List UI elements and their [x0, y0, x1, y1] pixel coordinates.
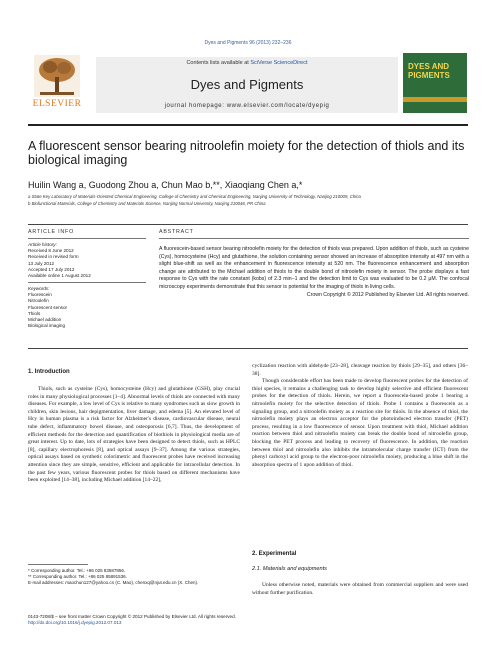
contents-prefix: Contents lists available at	[186, 60, 251, 66]
journal-reference[interactable]: Dyes and Pigments 96 (2013) 232–236	[204, 40, 292, 46]
history-item: Received 8 June 2012	[28, 248, 74, 254]
cover-stripe	[403, 97, 467, 102]
materials-paragraph	[252, 582, 468, 597]
journal-title: Dyes and Pigments	[190, 77, 304, 92]
keywords	[28, 286, 146, 329]
article-history	[28, 242, 146, 279]
abstract-copyright: Crown Copyright © 2012 Published by Elsevier Ltd. All rights reserved.	[306, 291, 469, 298]
journal-homepage[interactable]: journal homepage: www.elsevier.com/locate/dyepig	[164, 103, 330, 109]
abstract-header: ABSTRACT	[159, 229, 194, 235]
body-paragraph: cyclization reaction with aldehyde [23–28], cleavage reaction by thiols [29–35], and others [36–38].	[252, 363, 468, 377]
author-list: Huilin Wang a, Guodong Zhou a, Chun Mao b,**, Xiaoqiang Chen a,*	[28, 180, 303, 190]
keyword: Fluorescein	[28, 292, 52, 298]
history-label: Article history:	[28, 242, 57, 247]
footnote-email[interactable]: E-mail addresses: maochun127@yahoo.cn (C. Mao), chenxq@njut.edu.cn (X. Chen).	[28, 580, 199, 585]
abstract-bottom-rule	[28, 348, 468, 349]
footer-issn: 0143-7208/$ – see front matter Crown Copyright © 2012 Published by Elsevier Ltd. All rights reserved.	[28, 614, 236, 619]
sciencedirect-link[interactable]: SciVerse ScienceDirect	[250, 60, 308, 66]
keywords-label: Keywords:	[28, 286, 50, 291]
contents-line	[96, 60, 398, 66]
keywords-rule	[28, 282, 146, 283]
history-item: Accepted 17 July 2012	[28, 266, 75, 272]
footnote: ** Corresponding author. Tel.: +86 025 85891536.	[28, 574, 127, 579]
article-info-header: ARTICLE INFO	[28, 229, 74, 235]
materials-heading: 2.1. Materials and equipments	[252, 566, 327, 572]
article-info-rule	[28, 238, 146, 239]
body-paragraph: Thiols, such as cysteine (Cys), homocysteine (Hcy) and glutathione (GSH), play crucial roles in many physiological processes [1–4]. Abnormal levels of thiols are connected with many diseases. For example, a low level of Cys is relative to many syndromes such as slow growth in children, skin lesions, hair depigmentation, liver damage, and edema [5]. An elevated level of Hcy in human plasma is a risk factor for Alzheimer's disease, cardiovascular disease, neural tube defect, inflammatory bowel disease, and osteoporosis [6,7]. Thus, the development of efficient methods for the detection and quantification of biothiols in physiological media are of great interest. Up to date, lots of strategies have been designed to detect thiols, such as HPLC [8], capillary electrophoresis [8], and optical assays [9–37]. Among the various strategies, optical assays based on synthetic colorimetric and fluorescent probes have received increasing attention since they are simple, sensitive, efficient and applicable for intracellular detection. In the past few years, various fluorescent probes for thiols based on different mechanisms have been exploited [14–38], including Michael addition [14–22],	[28, 386, 240, 484]
introduction-heading: 1. Introduction	[28, 369, 70, 375]
left-column	[28, 386, 240, 485]
header-rule	[28, 124, 468, 126]
cover-title: DYES AND PIGMENTS	[408, 62, 450, 80]
publisher-wordmark: ELSEVIER	[32, 99, 82, 109]
body-paragraph: Though considerable effort has been made to develop fluorescent probes for the detection of thiol species, it remains a challenging task to develop highly selective and efficient fluorescent probes for the detection of thiols. Herein, we report a fluorescein-based probe 1 bearing a nitroolefin moiety for the selective detection of thiols. Probe 1 contains a fluorescein as a signaling group, and a nitroolefin moiety as a reaction site for thiols. In the absence of thiol, the nitroolefin moiety plays an electron acceptor for the photoinduced electron transfer (PET) process, resulting in a low fluorescence of sensor. Upon treatment with thiol, Michael addition reaction between thiol and nitroolefin moiety can break the double bond of nitroolefin group, blocking the PET process and leading to recovery of fluorescence. In addition, the reaction between thiol and nitroolefin also inhibits the intramolecular charge transfer (ICT) from the phenyl carboxyl acid group to the electron-poor nitroolefin moiety, producing a blue shift in the absorption spectra of 1 upon addition of thiol.	[252, 378, 468, 468]
abstract-body	[159, 246, 469, 299]
affiliation-a: a State Key Laboratory of Materials-Oriented Chemical Engineering, College of Chemistry and Chemical Engineering, Nanjing University of Technology, Nanjing 210009, China	[28, 194, 361, 199]
page-footer	[28, 614, 468, 626]
keyword: Biological imaging	[28, 323, 66, 329]
history-item: 13 July 2012	[28, 260, 55, 266]
keyword: Fluorescent sensor	[28, 304, 68, 310]
affiliation-rule	[28, 224, 468, 225]
experimental-heading: 2. Experimental	[252, 551, 297, 557]
history-item: Received in revised form	[28, 254, 79, 260]
elsevier-logo[interactable]	[28, 53, 86, 113]
affiliation-b: b Biofunctional Materials, College of Chemistry and Materials Science, Nanjing Normal University, Nanjing 210046, PR China	[28, 201, 266, 206]
elsevier-tree-icon	[34, 55, 80, 97]
keyword: Nitroolefin	[28, 298, 49, 304]
footnote: * Corresponding author. Tel.: +86 025 83587856.	[28, 568, 126, 573]
history-item: Available online 1 August 2012	[28, 273, 91, 279]
journal-cover-thumbnail[interactable]	[403, 53, 467, 113]
keyword: Michael addition	[28, 317, 62, 323]
footnotes	[28, 568, 240, 586]
abstract-rule	[159, 238, 469, 239]
footnote-rule	[28, 564, 88, 565]
body-paragraph: Unless otherwise noted, materials were obtained from commercial suppliers and were used without further purification.	[252, 582, 468, 596]
article-title: A fluorescent sensor bearing nitroolefin moiety for the detection of thiols and its biological imaging	[28, 139, 465, 167]
doi-link[interactable]: http://dx.doi.org/10.1016/j.dyepig.2012.07.013	[28, 620, 122, 626]
right-column	[252, 363, 468, 469]
keyword: Thiols	[28, 310, 41, 316]
abstract-text: A fluorescein-based sensor bearing nitroolefin moiety for the detection of thiols was prepared. Upon addition of thiols, such as cysteine (Cys), homocysteine (Hcy) and glutathione, the solution containing sensor showed an increase of absorption intensity at 497 nm with a slight blue-shift as well as the enhancement in fluorescence intensity at 520 nm. The fluorescence enhancement and absorption change are attributed to the Michael addition of thiols to the double bond of nitroolefin moiety in sensor. The probe displays a fast response to Cys with the rate constant (kobs) of 2.3 min−1 and the detection limit to Cys was evaluated to be 0.2 μM. The confocal microscopy experiments demonstrate that this sensor is potential for the imaging of thiols in living cells.	[159, 246, 469, 290]
